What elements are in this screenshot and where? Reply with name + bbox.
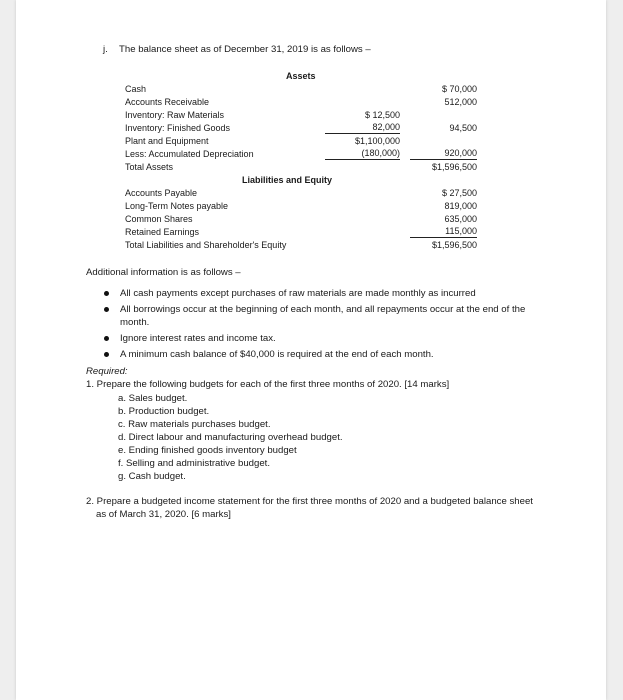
- bullet-item: A minimum cash balance of $40,000 is required at the end of each month.: [102, 348, 552, 361]
- bullet-icon: [104, 352, 109, 357]
- asset-right-accum-dep: 920,000: [410, 148, 477, 160]
- question-2-line-1: 2. Prepare a budgeted income statement for the first three months of 2020 and a budgeted balance sheet: [86, 496, 533, 507]
- asset-mid-finished-goods: 82,000: [325, 122, 400, 134]
- liab-right-shares: 635,000: [444, 214, 477, 224]
- liab-label-ap: Accounts Payable: [125, 188, 198, 198]
- liab-label-total: Total Liabilities and Shareholder's Equity: [125, 240, 287, 250]
- bullet-icon: [104, 291, 109, 296]
- asset-right-cash: $ 70,000: [441, 84, 477, 94]
- asset-label-finished-goods: Inventory: Finished Goods: [125, 123, 231, 133]
- q1-item: c. Raw materials purchases budget.: [118, 419, 271, 430]
- bullet-item: All cash payments except purchases of raw materials are made monthly as incurred: [102, 287, 552, 300]
- question-1: 1. Prepare the following budgets for each of the first three months of 2020. [14 marks]: [86, 379, 450, 390]
- bullet-icon: [104, 336, 109, 341]
- required-heading: Required:: [86, 366, 128, 377]
- q1-item: f. Selling and administrative budget.: [118, 458, 270, 469]
- question-1-items: [118, 392, 343, 483]
- bullet-item: All borrowings occur at the beginning of each month, and all repayments occur at the end of the month.: [102, 303, 552, 329]
- assets-heading: Assets: [286, 71, 316, 81]
- q1-item: a. Sales budget.: [118, 393, 188, 404]
- liab-right-retained: 115,000: [410, 226, 477, 238]
- asset-label-ar: Accounts Receivable: [125, 97, 210, 107]
- asset-label-plant: Plant and Equipment: [125, 136, 209, 146]
- asset-right-total: $1,596,500: [431, 162, 477, 172]
- q1-item: g. Cash budget.: [118, 471, 186, 482]
- item-j-marker: j.: [103, 44, 108, 55]
- asset-mid-accum-dep: (180,000): [325, 148, 400, 160]
- asset-label-total: Total Assets: [125, 162, 174, 172]
- additional-bullet-list: [102, 287, 552, 364]
- asset-mid-plant: $1,100,000: [354, 136, 400, 146]
- liab-label-retained: Retained Earnings: [125, 227, 200, 237]
- liab-right-ap: $ 27,500: [441, 188, 477, 198]
- question-2-line-2: as of March 31, 2020. [6 marks]: [96, 509, 231, 520]
- asset-label-raw-materials: Inventory: Raw Materials: [125, 110, 225, 120]
- liab-label-notes: Long-Term Notes payable: [125, 201, 229, 211]
- asset-mid-raw-materials: $ 12,500: [364, 110, 400, 120]
- item-j-text: The balance sheet as of December 31, 2019 is as follows –: [119, 44, 371, 55]
- asset-label-cash: Cash: [125, 84, 147, 94]
- asset-right-finished-goods: 94,500: [449, 123, 477, 133]
- q1-item: d. Direct labour and manufacturing overhead budget.: [118, 432, 343, 443]
- bullet-icon: [104, 307, 109, 312]
- bullet-item: Ignore interest rates and income tax.: [102, 332, 552, 345]
- q1-item: b. Production budget.: [118, 406, 210, 417]
- asset-right-ar: 512,000: [444, 97, 477, 107]
- q1-item: e. Ending finished goods inventory budget: [118, 445, 297, 456]
- additional-heading: Additional information is as follows –: [86, 267, 241, 278]
- asset-label-accum-dep: Less: Accumulated Depreciation: [125, 149, 254, 159]
- liab-label-shares: Common Shares: [125, 214, 193, 224]
- liabilities-heading: Liabilities and Equity: [242, 175, 333, 185]
- liab-right-notes: 819,000: [444, 201, 477, 211]
- liab-right-total: $1,596,500: [431, 240, 477, 250]
